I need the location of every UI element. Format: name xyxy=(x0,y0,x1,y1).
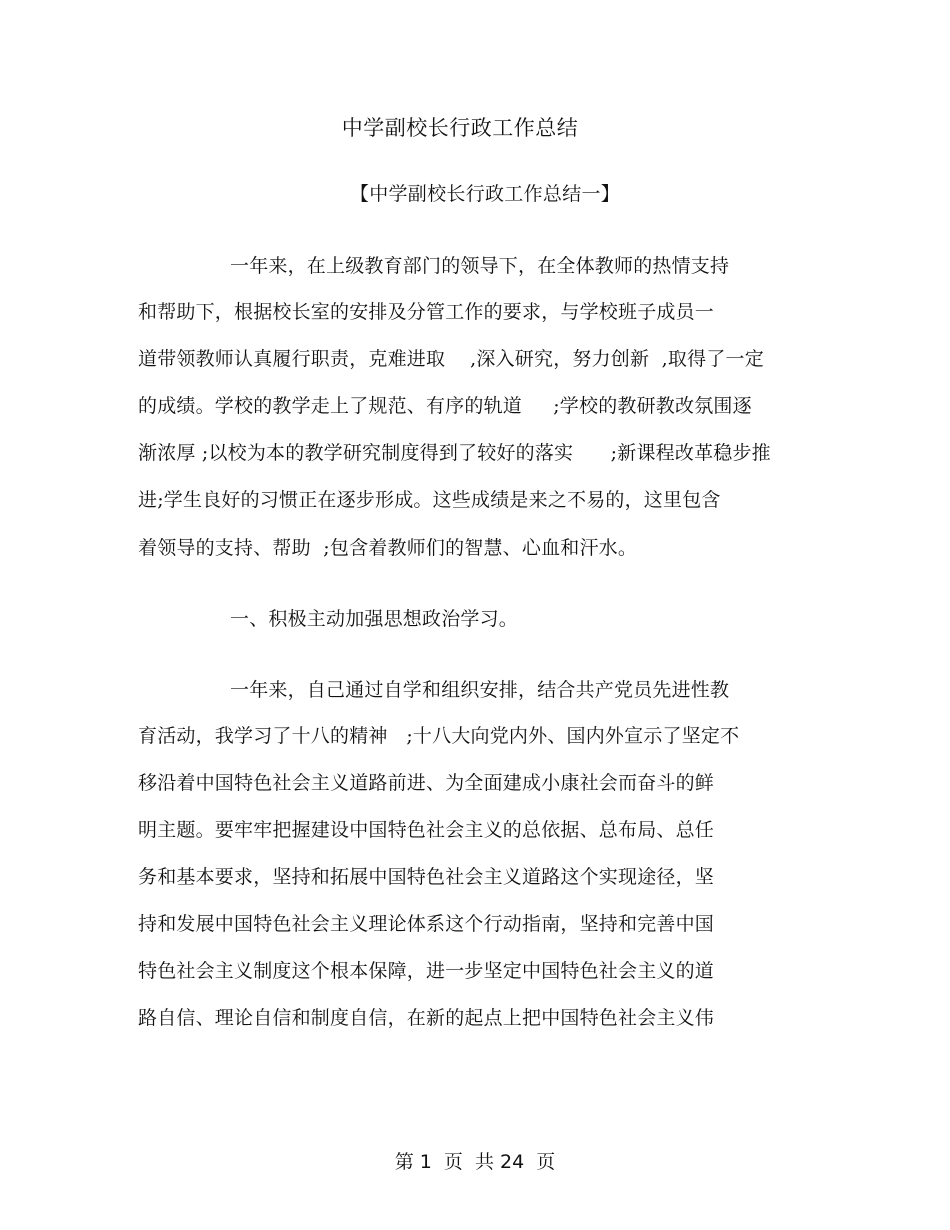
paragraph-line: 道带领教师认真履行职责，克难进取 ,深入研究，努力创新 ,取得了一定 xyxy=(138,348,764,370)
paragraph-line: 一年来，在上级教育部门的领导下，在全体教师的热情支持 xyxy=(230,255,730,277)
document-title: 中学副校长行政工作总结 xyxy=(341,116,579,140)
document-subtitle: 【中学副校长行政工作总结一】 xyxy=(349,183,621,205)
paragraph-line: 持和发展中国特色社会主义理论体系这个行动指南，坚持和完善中国 xyxy=(138,913,715,935)
paragraph-line: 路自信、理论自信和制度自信，在新的起点上把中国特色社会主义伟 xyxy=(138,1007,715,1029)
paragraph-line: 渐浓厚 ;以校为本的教学研究制度得到了较好的落实 ;新课程改革稳步推 xyxy=(138,442,771,464)
page-number-footer: 第 1 页 共 24 页 xyxy=(394,1151,556,1173)
paragraph-line: 务和基本要求，坚持和拓展中国特色社会主义道路这个实现途径，坚 xyxy=(138,866,715,888)
paragraph-line: 育活动，我学习了十八的精神 ;十八大向党内外、国内外宣示了坚定不 xyxy=(138,725,740,747)
paragraph-line: 着领导的支持、帮助 ;包含着教师们的智慧、心血和汗水。 xyxy=(138,537,638,559)
paragraph-line: 和帮助下，根据校长室的安排及分管工作的要求，与学校班子成员一 xyxy=(138,301,715,323)
paragraph-line: 移沿着中国特色社会主义道路前进、为全面建成小康社会而奋斗的鲜 xyxy=(138,772,715,794)
section-heading: 一、积极主动加强思想政治学习。 xyxy=(230,608,519,630)
paragraph-line: 一年来，自己通过自学和组织安排，结合共产党员先进性教 xyxy=(230,679,730,701)
paragraph-line: 进;学生良好的习惯正在逐步形成。这些成绩是来之不易的，这里包含 xyxy=(138,489,721,511)
paragraph-line: 特色社会主义制度这个根本保障，进一步坚定中国特色社会主义的道 xyxy=(138,960,715,982)
paragraph-line: 的成绩。学校的教学走上了规范、有序的轨道 ;学校的教研教改氛围逐 xyxy=(138,395,752,417)
paragraph-line: 明主题。要牢牢把握建设中国特色社会主义的总依据、总布局、总任 xyxy=(138,819,715,841)
